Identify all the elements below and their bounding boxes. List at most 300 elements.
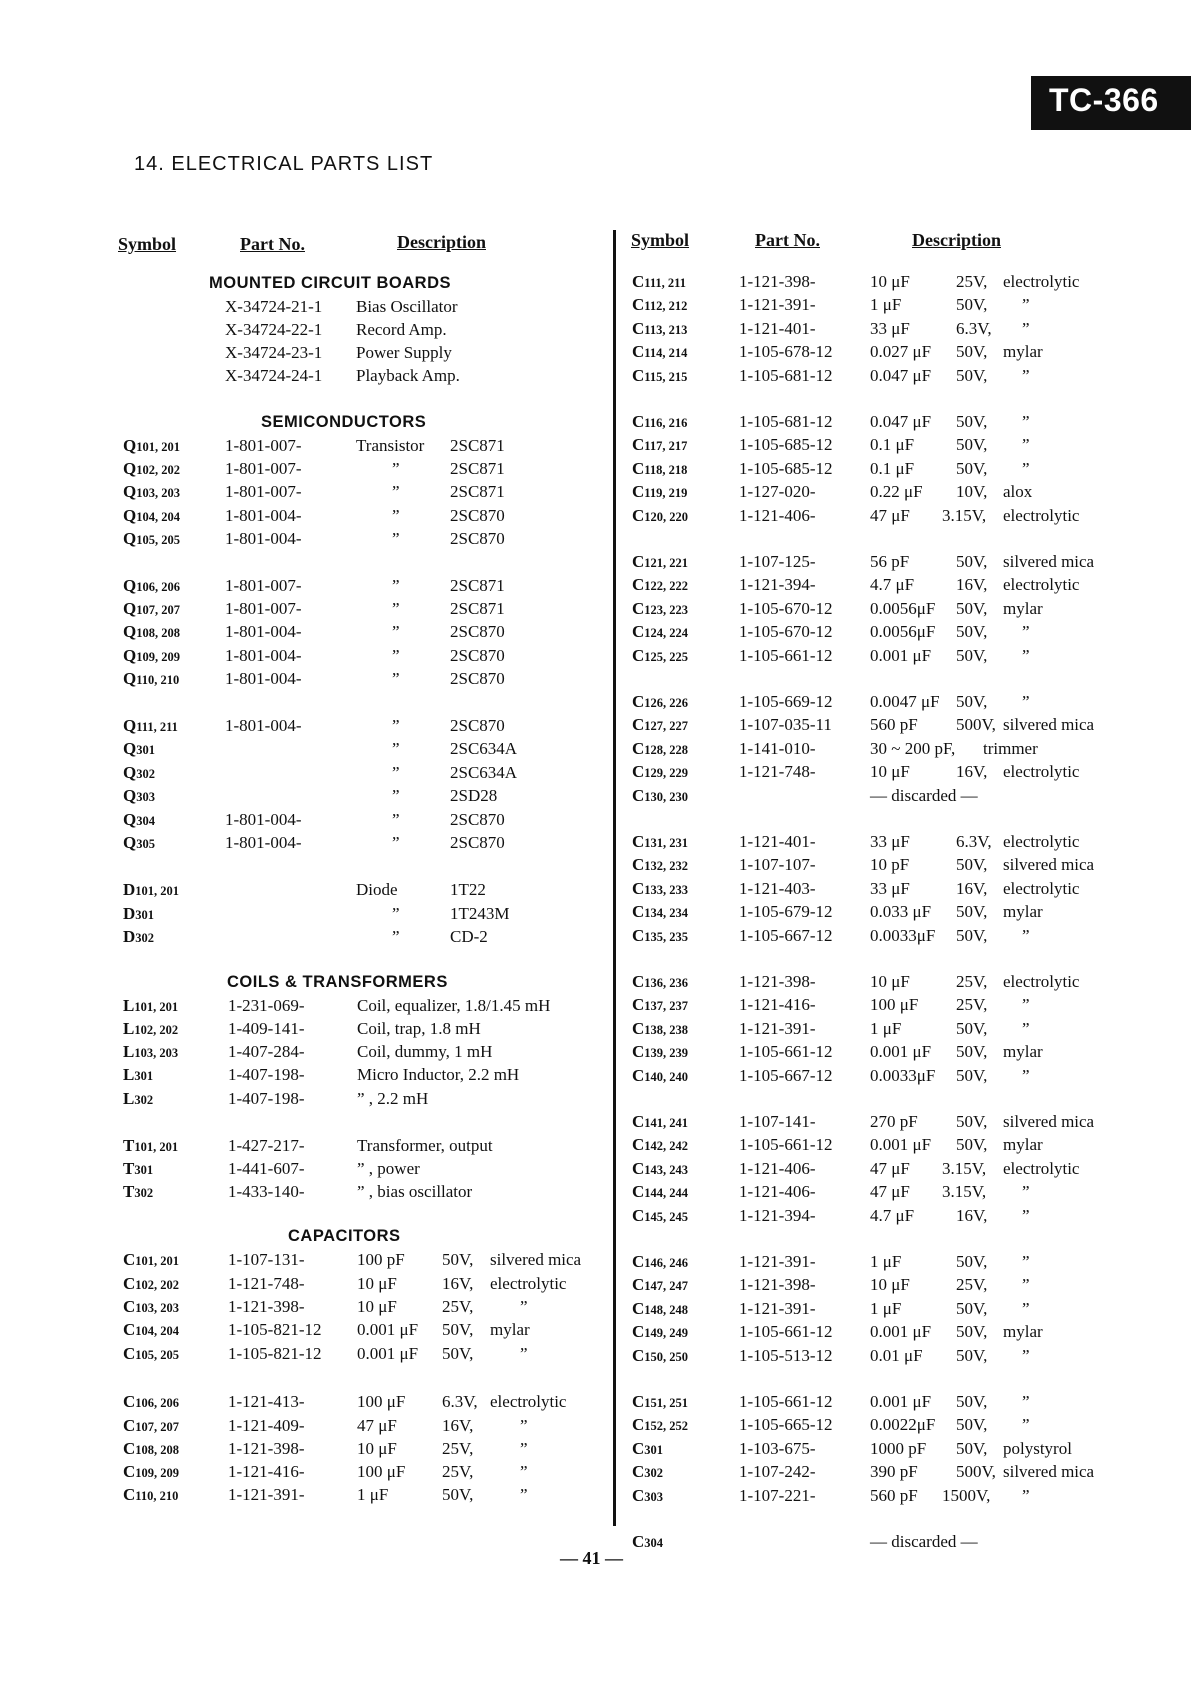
part-symbol: Q106, 206 [123, 576, 180, 595]
part-type: ” [392, 482, 400, 501]
page-number: — 41 — [560, 1548, 623, 1568]
part-value: 0.033 μF [870, 902, 932, 922]
part-voltage: 50V, [956, 435, 988, 455]
part-voltage: 50V, [956, 365, 988, 385]
list-item [0, 879, 1191, 902]
part-number: 1-105-667-12 [739, 1065, 833, 1085]
list-item [0, 669, 1191, 692]
model-badge-text: TC-366 [1049, 82, 1159, 118]
part-description: ” , bias oscillator [357, 1182, 473, 1201]
part-symbol: Q107, 207 [123, 599, 180, 618]
part-number: 1-801-004- [225, 506, 302, 525]
part-value: 33 μF [870, 832, 910, 851]
part-number: X-34724-23-1 [225, 343, 323, 362]
part-number: 1-121-403- [739, 878, 816, 898]
part-kind: ” [520, 1462, 528, 1481]
part-kind: ” [1022, 458, 1030, 478]
part-kind: ” [1022, 1415, 1030, 1435]
part-value: 4.7 μF [870, 575, 915, 595]
part-value: 47 μF [870, 1158, 910, 1178]
part-kind: ” [1022, 1018, 1030, 1038]
part-number: 1-105-661-12 [739, 1322, 833, 1342]
list-item [0, 739, 1191, 762]
part-number: 1-121-748- [228, 1274, 305, 1293]
part-number: 1-107-131- [228, 1250, 305, 1269]
part-value: 2SC870 [450, 622, 505, 641]
part-voltage: 50V, [956, 1042, 988, 1062]
part-number: 1-801-004- [225, 646, 302, 665]
part-symbol: D302 [123, 927, 155, 946]
part-value: 100 μF [870, 995, 919, 1015]
part-number: 1-121-391- [739, 1252, 816, 1271]
part-symbol: C124, 224 [632, 622, 689, 642]
part-number: 1-121-398- [228, 1439, 305, 1458]
part-kind: electrolytic [1003, 762, 1080, 782]
part-symbol: C133, 233 [632, 878, 689, 898]
part-value: 56 pF [870, 552, 910, 571]
part-number: 1-105-661-12 [739, 1392, 833, 1411]
part-symbol: C144, 244 [632, 1182, 689, 1202]
left-header-part-no: Part No. [240, 234, 305, 254]
part-kind: mylar [1003, 1135, 1043, 1155]
part-voltage: 500V, [956, 715, 996, 735]
part-description: Playback Amp. [356, 366, 460, 385]
part-type: ” [392, 529, 400, 548]
part-number: 1-801-007- [225, 436, 302, 455]
part-symbol: C148, 248 [632, 1298, 689, 1318]
part-kind: electrolytic [1003, 1158, 1080, 1178]
part-kind: ” [520, 1416, 528, 1435]
list-item [0, 692, 1191, 715]
part-voltage: 3.15V, [942, 505, 987, 525]
part-kind: ” [1022, 645, 1030, 665]
part-description: Micro Inductor, 2.2 mH [357, 1065, 520, 1084]
part-kind: ” [1022, 435, 1030, 455]
list-item [0, 459, 1191, 482]
part-number: 1-107-035-11 [739, 715, 832, 735]
list-item [0, 762, 1191, 785]
part-number: 1-141-010- [739, 738, 816, 758]
part-number: 1-801-004- [225, 529, 302, 548]
list-item [0, 1066, 1191, 1089]
right-header-symbol: Symbol [631, 230, 690, 250]
part-symbol: C131, 231 [632, 832, 689, 851]
list-item [0, 715, 1191, 738]
part-number: 1-127-020- [739, 482, 816, 502]
part-symbol: C101, 201 [123, 1250, 180, 1269]
list-item [0, 342, 1191, 365]
part-value: 1 μF [870, 1298, 902, 1318]
part-type: ” [392, 904, 400, 923]
part-number: 1-121-406- [739, 1158, 816, 1178]
part-symbol: C137, 237 [632, 995, 689, 1015]
part-symbol: C122, 222 [632, 575, 689, 595]
list-item [0, 529, 1191, 552]
part-number: 1-105-681-12 [739, 412, 833, 431]
list-item [0, 1346, 1191, 1369]
part-type: ” [392, 646, 400, 665]
part-description: Record Amp. [356, 320, 447, 339]
list-item [0, 1019, 1191, 1042]
part-value: 1 μF [870, 295, 902, 315]
part-kind: silvered mica [490, 1250, 582, 1269]
part-kind: electrolytic [490, 1392, 567, 1411]
part-value: 100 pF [357, 1250, 405, 1269]
part-number: 1-105-513-12 [739, 1345, 833, 1365]
part-value: 2SC634A [450, 763, 518, 782]
part-kind: ” [1022, 412, 1030, 431]
part-value: 0.047 μF [870, 365, 932, 385]
part-value: 2SC634A [450, 739, 518, 758]
part-value: 10 pF [870, 855, 910, 875]
part-number: 1-107-141- [739, 1112, 816, 1131]
part-symbol: Q304 [123, 810, 155, 829]
part-kind: ” [1022, 995, 1030, 1015]
part-voltage: 10V, [956, 482, 988, 502]
part-number: 1-121-748- [739, 762, 816, 782]
part-number: 1-407-198- [228, 1065, 305, 1084]
part-value: 0.001 μF [870, 645, 932, 665]
part-description: Coil, equalizer, 1.8/1.45 mH [357, 996, 551, 1015]
list-item [0, 1042, 1191, 1065]
part-kind: alox [1003, 482, 1033, 502]
part-symbol: C138, 238 [632, 1018, 689, 1038]
part-value: 2SC871 [450, 459, 505, 478]
part-voltage: 50V, [956, 902, 988, 922]
part-symbol: C106, 206 [123, 1392, 180, 1411]
part-voltage: 50V, [442, 1344, 474, 1363]
list-item [0, 482, 1191, 505]
part-kind: ” [520, 1485, 528, 1504]
part-symbol: C117, 217 [632, 435, 688, 455]
list-item [0, 552, 1191, 575]
part-symbol: Q105, 205 [123, 529, 180, 548]
part-kind: ” [1022, 1345, 1030, 1365]
part-symbol: C146, 246 [632, 1252, 689, 1271]
part-number: 1-121-391- [739, 295, 816, 315]
part-kind: ” [1022, 1298, 1030, 1318]
part-voltage: 50V, [956, 692, 988, 711]
part-number: 1-105-685-12 [739, 458, 833, 478]
part-number: 1-107-125- [739, 552, 816, 571]
part-symbol: C109, 209 [123, 1462, 180, 1481]
list-item [0, 1089, 1191, 1112]
part-symbol: Q109, 209 [123, 646, 180, 665]
part-symbol: C304 [632, 1532, 664, 1551]
part-voltage: 50V, [956, 1392, 988, 1411]
part-number: 1-121-391- [228, 1485, 305, 1504]
list-item [0, 366, 1191, 389]
part-symbol: C118, 218 [632, 458, 688, 478]
part-kind: ” [1022, 1205, 1030, 1225]
part-voltage: 25V, [442, 1439, 474, 1458]
part-symbol: C143, 243 [632, 1158, 689, 1178]
part-symbol: C145, 245 [632, 1205, 689, 1225]
part-symbol: D101, 201 [123, 880, 180, 899]
part-number: 1-121-416- [739, 995, 816, 1015]
part-value: 1 μF [870, 1252, 902, 1271]
list-item [0, 1322, 1191, 1345]
part-symbol: C129, 229 [632, 762, 689, 782]
part-value: 33 μF [870, 878, 910, 898]
part-type: ” [392, 927, 400, 946]
part-value: 0.0056μF [870, 598, 936, 618]
part-voltage: 50V, [956, 552, 988, 571]
part-symbol: C141, 241 [632, 1112, 689, 1131]
part-value: — discarded — [870, 1532, 978, 1551]
part-type: ” [392, 786, 400, 805]
part-value: 0.01 μF [870, 1345, 923, 1365]
part-voltage: 50V, [442, 1485, 474, 1504]
part-description: ” , 2.2 mH [357, 1089, 429, 1108]
left-header-symbol: Symbol [118, 234, 177, 254]
part-symbol: C126, 226 [632, 692, 689, 711]
part-number: 1-121-398- [228, 1297, 305, 1316]
part-symbol: C123, 223 [632, 598, 689, 618]
part-voltage: 25V, [442, 1462, 474, 1481]
part-kind: ” [1022, 1485, 1030, 1505]
part-description: Transformer, output [357, 1136, 493, 1155]
part-value: 0.22 μF [870, 482, 923, 502]
list-item [0, 1486, 1191, 1509]
part-voltage: 3.15V, [942, 1158, 987, 1178]
part-number: 1-107-221- [739, 1485, 816, 1505]
part-value: 47 μF [870, 505, 910, 525]
part-symbol: C105, 205 [123, 1344, 180, 1363]
part-number: 1-105-661-12 [739, 1135, 833, 1155]
part-symbol: C107, 207 [123, 1416, 180, 1435]
part-symbol: Q102, 202 [123, 459, 180, 478]
part-kind: trimmer [983, 738, 1038, 758]
part-kind: ” [1022, 925, 1030, 945]
part-description: Coil, trap, 1.8 mH [357, 1019, 481, 1038]
part-voltage: 25V, [956, 272, 988, 291]
part-voltage: 50V, [956, 925, 988, 945]
part-symbol: Q301 [123, 739, 155, 758]
part-number: 1-407-198- [228, 1089, 305, 1108]
part-kind: ” [1022, 622, 1030, 642]
part-symbol: C115, 215 [632, 365, 688, 385]
part-value: 2SC871 [450, 576, 505, 595]
list-item [0, 832, 1191, 855]
part-voltage: 50V, [956, 295, 988, 315]
part-number: 1-801-004- [225, 716, 302, 735]
part-number: 1-121-409- [228, 1416, 305, 1435]
part-symbol: T301 [123, 1159, 154, 1178]
part-symbol: C113, 213 [632, 318, 688, 338]
part-symbol: Q104, 204 [123, 506, 180, 525]
part-number: 1-801-007- [225, 482, 302, 501]
part-number: 1-121-391- [739, 1018, 816, 1038]
part-voltage: 50V, [956, 1438, 988, 1458]
part-value: 2SC870 [450, 669, 505, 688]
part-symbol: C134, 234 [632, 902, 689, 922]
part-value: CD-2 [450, 927, 488, 946]
list-item [0, 926, 1191, 949]
part-voltage: 50V, [956, 342, 988, 362]
part-symbol: C125, 225 [632, 645, 689, 665]
section-capacitors: CAPACITORS [288, 1227, 401, 1245]
part-number: 1-801-004- [225, 622, 302, 641]
list-item [0, 599, 1191, 622]
list-item [0, 810, 1191, 833]
part-number: 1-105-821-12 [228, 1320, 322, 1339]
part-number: 1-107-242- [739, 1462, 816, 1482]
part-number: 1-107-107- [739, 855, 816, 875]
part-number: X-34724-21-1 [225, 297, 323, 316]
list-item [0, 295, 1191, 318]
part-number: 1-121-406- [739, 1182, 816, 1202]
part-value: 2SC871 [450, 599, 505, 618]
part-value: 1 μF [357, 1485, 389, 1504]
part-value: 2SC870 [450, 810, 505, 829]
part-voltage: 50V, [956, 598, 988, 618]
part-value: 33 μF [870, 318, 910, 338]
part-value: 0.001 μF [870, 1135, 932, 1155]
part-symbol: C302 [632, 1462, 664, 1482]
part-number: 1-231-069- [228, 996, 305, 1015]
part-voltage: 25V, [956, 995, 988, 1015]
part-voltage: 50V, [956, 1298, 988, 1318]
part-value: 0.001 μF [870, 1392, 932, 1411]
part-value: 2SC871 [450, 436, 505, 455]
part-voltage: 16V, [956, 575, 988, 595]
part-description: Coil, dummy, 1 mH [357, 1042, 493, 1061]
part-number: 1-121-416- [228, 1462, 305, 1481]
part-kind: electrolytic [1003, 575, 1080, 595]
list-item [0, 575, 1191, 598]
part-symbol: C121, 221 [632, 552, 689, 571]
part-voltage: 50V, [956, 1322, 988, 1342]
part-type: ” [392, 506, 400, 525]
list-item [0, 1182, 1191, 1205]
part-value: 0.001 μF [357, 1344, 419, 1363]
part-voltage: 50V, [442, 1320, 474, 1339]
part-symbol: T101, 201 [123, 1136, 179, 1155]
list-item [0, 972, 1191, 995]
part-kind: electrolytic [1003, 832, 1080, 851]
part-kind: electrolytic [1003, 505, 1080, 525]
part-kind: ” [1022, 318, 1030, 338]
part-kind: mylar [1003, 342, 1043, 362]
part-number: 1-121-394- [739, 575, 816, 595]
part-symbol: Q302 [123, 763, 155, 782]
part-symbol: C301 [632, 1438, 664, 1458]
part-kind: electrolytic [1003, 972, 1080, 991]
part-symbol: D301 [123, 904, 155, 923]
part-number: 1-121-401- [739, 318, 816, 338]
part-number: 1-441-607- [228, 1159, 305, 1178]
part-number: 1-121-394- [739, 1205, 816, 1225]
part-kind: mylar [1003, 598, 1043, 618]
part-type: ” [392, 669, 400, 688]
part-symbol: C108, 208 [123, 1439, 180, 1458]
part-number: 1-433-140- [228, 1182, 305, 1201]
list-item [0, 1462, 1191, 1485]
part-value: 10 μF [870, 762, 910, 782]
list-item [0, 435, 1191, 458]
part-number: 1-105-667-12 [739, 925, 833, 945]
section-semiconductors: SEMICONDUCTORS [261, 413, 427, 431]
list-item [0, 1206, 1191, 1229]
part-value: 1T22 [450, 880, 486, 899]
part-value: 0.0056μF [870, 622, 936, 642]
part-value: 0.0033μF [870, 1065, 936, 1085]
part-value: 100 μF [357, 1462, 406, 1481]
part-voltage: 16V, [956, 878, 988, 898]
part-symbol: Q111, 211 [123, 716, 178, 735]
right-header-description: Description [912, 230, 1001, 250]
part-value: 560 pF [870, 1485, 918, 1505]
part-voltage: 3.15V, [942, 1182, 987, 1202]
list-item [0, 1392, 1191, 1415]
part-number: 1-121-398- [739, 1275, 816, 1295]
part-symbol: C127, 227 [632, 715, 689, 735]
part-symbol: Q110, 210 [123, 669, 180, 688]
part-kind: ” [1022, 1182, 1030, 1202]
part-symbol: C147, 247 [632, 1275, 689, 1295]
part-voltage: 1500V, [942, 1485, 991, 1505]
part-value: 2SD28 [450, 786, 498, 805]
part-value: 47 μF [357, 1416, 397, 1435]
part-voltage: 16V, [956, 1205, 988, 1225]
part-symbol: C112, 212 [632, 295, 688, 315]
part-kind: mylar [1003, 1042, 1043, 1062]
part-value: 2SC870 [450, 529, 505, 548]
part-number: 1-105-661-12 [739, 645, 833, 665]
part-number: 1-103-675- [739, 1438, 816, 1458]
part-symbol: L101, 201 [123, 996, 179, 1015]
part-kind: silvered mica [1003, 715, 1095, 735]
part-kind: electrolytic [490, 1274, 567, 1293]
part-voltage: 6.3V, [442, 1392, 478, 1411]
part-number: 1-105-669-12 [739, 692, 833, 711]
part-value: 0.047 μF [870, 412, 932, 431]
part-symbol: Q103, 203 [123, 482, 180, 501]
part-kind: polystyrol [1003, 1438, 1072, 1458]
part-voltage: 50V, [956, 1135, 988, 1155]
part-kind: silvered mica [1003, 855, 1095, 875]
part-voltage: 50V, [956, 412, 988, 431]
part-voltage: 500V, [956, 1462, 996, 1482]
part-type: ” [392, 763, 400, 782]
list-item [0, 412, 1191, 435]
part-value: 100 μF [357, 1392, 406, 1411]
part-symbol: C110, 210 [123, 1485, 179, 1504]
part-symbol: C111, 211 [632, 272, 686, 291]
part-kind: ” [1022, 1275, 1030, 1295]
part-symbol: C120, 220 [632, 505, 689, 525]
part-kind: ” [520, 1344, 528, 1363]
list-item [0, 1112, 1191, 1135]
part-type: Transistor [356, 436, 425, 455]
part-voltage: 25V, [956, 972, 988, 991]
page-title: 14. ELECTRICAL PARTS LIST [134, 153, 434, 175]
part-value: 560 pF [870, 715, 918, 735]
part-value: 1 μF [870, 1018, 902, 1038]
part-voltage: 50V, [956, 1065, 988, 1085]
part-kind: ” [1022, 1252, 1030, 1271]
part-symbol: Q101, 201 [123, 436, 180, 455]
part-value: 0.001 μF [870, 1322, 932, 1342]
part-symbol: L301 [123, 1065, 154, 1084]
part-symbol: C103, 203 [123, 1297, 180, 1316]
part-kind: silvered mica [1003, 1462, 1095, 1482]
part-value: 270 pF [870, 1112, 918, 1131]
part-symbol: C150, 250 [632, 1345, 689, 1365]
part-symbol: C102, 202 [123, 1274, 180, 1293]
part-voltage: 50V, [442, 1250, 474, 1269]
